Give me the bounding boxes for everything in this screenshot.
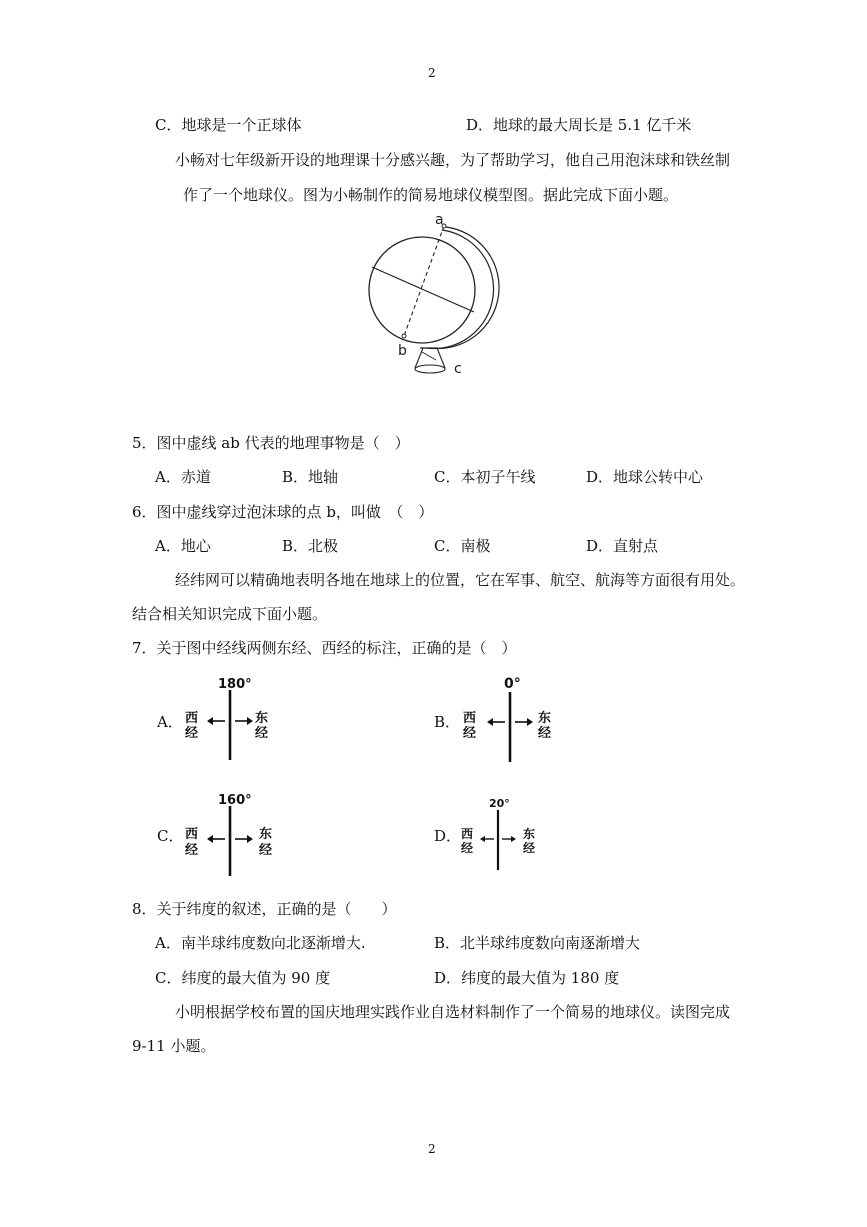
q4-option-c: C．地球是一个正球体 [155,116,302,134]
q7-option-c-diagram [180,788,285,880]
arrow-left-icon [207,835,213,843]
bracket-outer [430,227,499,349]
east-label-bottom: 经 [259,843,273,858]
q6-option-d: D．直射点 [586,537,659,555]
label-a: a [435,212,444,228]
q7-option-d-diagram [458,794,548,874]
arrow-right-icon [527,718,533,726]
arrow-left-icon [207,717,213,725]
intro3-line1: 小明根据学校布置的国庆地理实践作业自选材料制作了一个简易的地球仪。读图完成 [175,1003,731,1021]
east-label-bottom: 经 [255,726,269,741]
q7-option-b-letter: B． [434,713,461,731]
west-label-bottom: 经 [461,841,474,855]
label-b: b [398,343,407,359]
arrow-right-icon [247,717,253,725]
q7-stem: 7．关于图中经线两侧东经、西经的标注，正确的是（ ） [132,639,517,657]
q6-option-a: A．地心 [155,537,211,555]
degree-label: 20° [489,797,510,810]
degree-label: 0° [504,676,521,692]
degree-label: 180° [218,677,252,692]
degree-label: 160° [218,793,252,808]
header-page-number: 2 [428,66,436,80]
stand-base [415,365,445,373]
foam-ball [369,237,475,343]
q6-stem: 6．图中虚线穿过泡沫球的点 b，叫做 （ ） [132,503,434,521]
intro1-line2: 作了一个地球仪。图为小畅制作的简易地球仪模型图。据此完成下面小题。 [183,186,679,204]
east-label-top: 东 [538,711,552,726]
q4-option-d: D．地球的最大周长是 5.1 亿千米 [466,116,692,134]
arrow-left-icon [480,836,485,842]
q6-option-c: C．南极 [434,537,491,555]
q5-option-a: A．赤道 [155,468,211,486]
label-c: c [454,361,462,377]
footer-page-number: 2 [428,1142,436,1156]
q8-option-b: B．北半球纬度数向南逐渐增大 [434,934,641,952]
intro2-line2: 结合相关知识完成下面小题。 [132,605,328,623]
arrow-right-icon [247,835,253,843]
q5-option-d: D．地球公转中心 [586,468,704,486]
west-label-top: 西 [185,827,199,842]
q7-option-c-letter: C． [157,827,184,845]
west-label-bottom: 经 [185,726,199,741]
q7-option-d-letter: D． [434,827,462,845]
east-label-top: 东 [259,827,273,842]
arrow-right-icon [511,836,516,842]
west-label-bottom: 经 [463,726,477,741]
q5-option-c: C．本初子午线 [434,468,536,486]
iron-wire-line [372,267,474,312]
globe-model-figure [360,212,500,384]
east-label-top: 东 [523,827,536,841]
q7-option-b-diagram [458,670,558,766]
east-label-bottom: 经 [538,726,552,741]
intro2-line1: 经纬网可以精确地表明各地在地球上的位置，它在军事、航空、航海等方面很有用处。 [175,571,746,589]
east-label-bottom: 经 [523,841,536,855]
q5-option-b: B．地轴 [282,468,339,486]
west-label-top: 西 [185,711,199,726]
q5-stem: 5．图中虚线 ab 代表的地理事物是（ ） [132,434,410,452]
axis-dashed-line [404,226,444,336]
q8-option-a: A．南半球纬度数向北逐渐增大. [155,934,366,952]
intro3-line2: 9-11 小题。 [132,1037,216,1055]
west-label-top: 西 [461,827,474,841]
q7-option-a-letter: A． [157,713,183,731]
q7-option-a-diagram [180,674,280,764]
q8-stem: 8．关于纬度的叙述，正确的是（ ） [132,900,397,918]
q8-option-c: C．纬度的最大值为 90 度 [155,969,331,987]
arrow-left-icon [487,718,493,726]
q8-option-d: D．纬度的最大值为 180 度 [434,969,620,987]
q6-option-b: B．北极 [282,537,339,555]
west-label-bottom: 经 [185,843,199,858]
west-label-top: 西 [463,711,477,726]
stand-detail [422,352,436,360]
east-label-top: 东 [255,711,269,726]
intro1-line1: 小畅对七年级新开设的地理课十分感兴趣，为了帮助学习，他自己用泡沫球和铁丝制 [175,151,731,169]
point-b-marker [402,334,406,338]
